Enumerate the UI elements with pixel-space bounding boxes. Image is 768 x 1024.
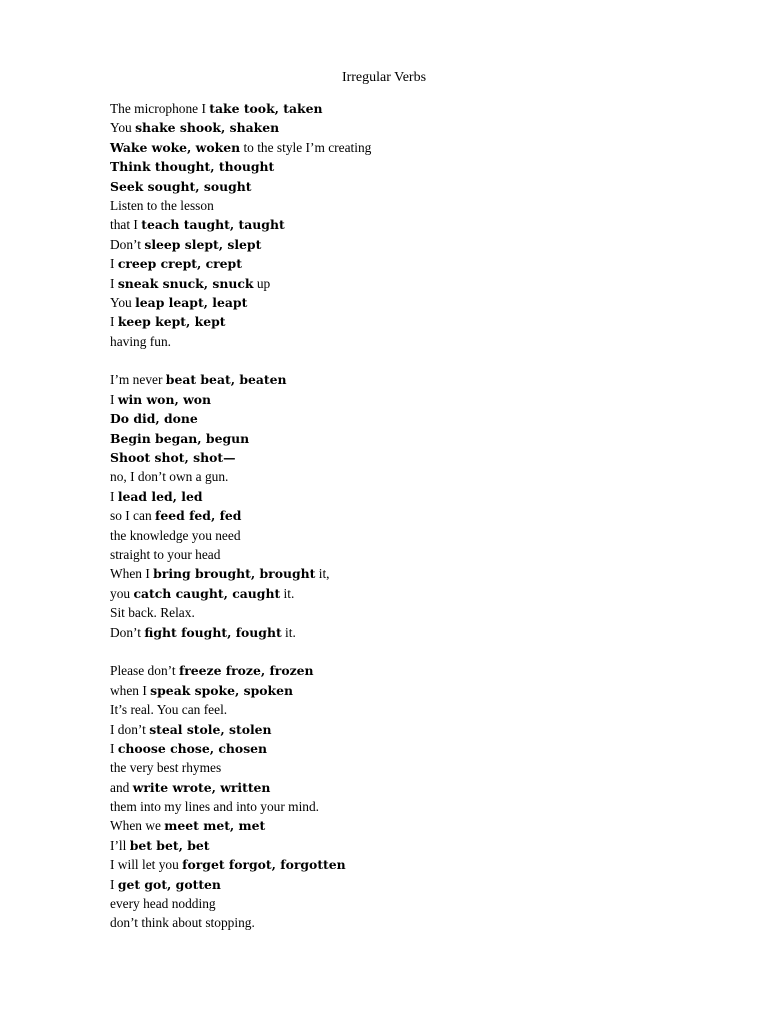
poem-body bbox=[110, 99, 710, 933]
line-text: you bbox=[110, 585, 134, 601]
poem-line bbox=[110, 506, 710, 525]
line-text: Please don’t bbox=[110, 663, 179, 679]
verb-forms: speak spoke, spoken bbox=[150, 682, 294, 698]
poem-line bbox=[110, 739, 710, 758]
poem-line bbox=[110, 623, 710, 642]
verb-forms: fight fought, fought bbox=[144, 624, 282, 640]
verb-forms: forget forgot, forgotten bbox=[182, 857, 346, 873]
line-text: I’m never bbox=[110, 372, 166, 388]
line-text: I bbox=[110, 488, 118, 504]
poem-line bbox=[110, 157, 710, 176]
line-text: I bbox=[110, 740, 118, 756]
verb-forms: keep kept, kept bbox=[117, 314, 226, 330]
poem-line bbox=[110, 661, 710, 680]
poem-line bbox=[110, 564, 710, 583]
poem-line bbox=[110, 390, 710, 409]
line-text: them into my lines and into your mind. bbox=[110, 799, 320, 815]
poem-line bbox=[110, 758, 710, 777]
verb-forms: write wrote, written bbox=[132, 779, 271, 795]
poem-line bbox=[110, 545, 710, 564]
verb-forms: choose chose, chosen bbox=[117, 740, 268, 756]
line-text: Sit back. Relax. bbox=[110, 605, 195, 621]
poem-line bbox=[110, 429, 710, 448]
line-text: Listen to the lesson bbox=[110, 197, 214, 213]
poem-line bbox=[110, 487, 710, 506]
verb-forms: bring brought, brought bbox=[153, 566, 316, 582]
verb-forms: leap leapt, leapt bbox=[135, 294, 248, 310]
poem-line bbox=[110, 855, 710, 874]
line-text: I bbox=[110, 391, 118, 407]
poem-line bbox=[110, 235, 710, 254]
line-text: that I bbox=[110, 217, 142, 233]
verb-forms: steal stole, stolen bbox=[149, 721, 272, 737]
line-text: it. bbox=[281, 624, 296, 640]
line-text: I will let you bbox=[110, 857, 183, 873]
poem-line bbox=[110, 370, 710, 389]
line-text: the knowledge you need bbox=[110, 527, 241, 543]
verb-forms: take took, taken bbox=[209, 101, 323, 116]
verb-forms: meet met, met bbox=[164, 818, 266, 834]
verb-forms: Shoot shot, shot— bbox=[110, 450, 236, 466]
poem-line bbox=[110, 99, 710, 118]
poem-line bbox=[110, 293, 710, 312]
poem-line bbox=[110, 467, 710, 486]
verb-forms: shake shook, shaken bbox=[135, 120, 280, 136]
poem-line bbox=[110, 409, 710, 428]
verb-forms: get got, gotten bbox=[117, 876, 221, 892]
verb-forms: Think thought, thought bbox=[110, 159, 275, 175]
poem-line bbox=[110, 177, 710, 196]
line-text: it. bbox=[280, 585, 295, 601]
line-text: don’t think about stopping. bbox=[110, 915, 255, 931]
line-text: and bbox=[110, 779, 133, 795]
poem-line bbox=[110, 913, 710, 932]
verb-forms: feed fed, fed bbox=[155, 508, 242, 524]
line-text: I bbox=[110, 275, 118, 291]
poem-line bbox=[110, 138, 710, 157]
verb-forms: teach taught, taught bbox=[141, 217, 285, 233]
poem-line bbox=[110, 448, 710, 467]
verb-forms: bet bet, bet bbox=[129, 837, 210, 853]
poem-line bbox=[110, 894, 710, 913]
poem-line bbox=[110, 196, 710, 215]
poem-line bbox=[110, 681, 710, 700]
poem-line bbox=[110, 778, 710, 797]
line-text: no, I don’t own a gun. bbox=[110, 469, 229, 485]
line-text: the very best rhymes bbox=[110, 760, 222, 776]
stanza-break bbox=[110, 351, 710, 370]
line-text: I don’t bbox=[110, 721, 150, 737]
poem-line bbox=[110, 274, 710, 293]
poem-line bbox=[110, 332, 710, 351]
line-text: I bbox=[110, 256, 118, 272]
poem-line bbox=[110, 312, 710, 331]
line-text: so I can bbox=[110, 508, 155, 524]
line-text: I bbox=[110, 314, 118, 330]
line-text: The microphone I bbox=[110, 101, 210, 116]
line-text: straight to your head bbox=[110, 546, 221, 562]
line-text: every head nodding bbox=[110, 896, 216, 912]
line-text: When I bbox=[110, 566, 154, 582]
verb-forms: Do did, done bbox=[110, 411, 198, 427]
poem-line bbox=[110, 118, 710, 137]
verb-forms: sleep slept, slept bbox=[144, 236, 262, 252]
poem-line bbox=[110, 603, 710, 622]
verb-forms: sneak snuck, snuck bbox=[117, 275, 254, 291]
line-text: It’s real. You can feel. bbox=[110, 702, 228, 718]
line-text: having fun. bbox=[110, 333, 171, 349]
line-text: to the style I’m creating bbox=[240, 139, 372, 155]
poem-line bbox=[110, 254, 710, 273]
verb-forms: Begin began, begun bbox=[110, 430, 250, 446]
verb-forms: win won, won bbox=[117, 391, 212, 407]
line-text: I bbox=[110, 876, 118, 892]
verb-forms: catch caught, caught bbox=[133, 585, 281, 601]
stanza-break bbox=[110, 642, 710, 661]
line-text: You bbox=[110, 120, 136, 136]
poem-line bbox=[110, 215, 710, 234]
line-text: I’ll bbox=[110, 837, 130, 853]
line-text: when I bbox=[110, 682, 151, 698]
line-text: it, bbox=[315, 566, 330, 582]
poem-line bbox=[110, 836, 710, 855]
poem-line bbox=[110, 875, 710, 894]
verb-forms: lead led, led bbox=[117, 488, 203, 504]
line-text: Don’t bbox=[110, 624, 145, 640]
verb-forms: Wake woke, woken bbox=[110, 139, 241, 155]
poem-line bbox=[110, 797, 710, 816]
verb-forms: creep crept, crept bbox=[117, 256, 242, 272]
verb-forms: Seek sought, sought bbox=[110, 178, 252, 194]
poem-line bbox=[110, 816, 710, 835]
poem-line bbox=[110, 720, 710, 739]
poem-line bbox=[110, 526, 710, 545]
poem-line bbox=[110, 700, 710, 719]
verb-forms: beat beat, beaten bbox=[165, 372, 287, 388]
line-text: You bbox=[110, 294, 136, 310]
line-text: When we bbox=[110, 818, 165, 834]
verb-forms: freeze froze, frozen bbox=[178, 663, 314, 679]
line-text: Don’t bbox=[110, 236, 145, 252]
poem-line bbox=[110, 584, 710, 603]
document-title: Irregular Verbs bbox=[341, 70, 427, 85]
line-text: up bbox=[253, 275, 271, 291]
